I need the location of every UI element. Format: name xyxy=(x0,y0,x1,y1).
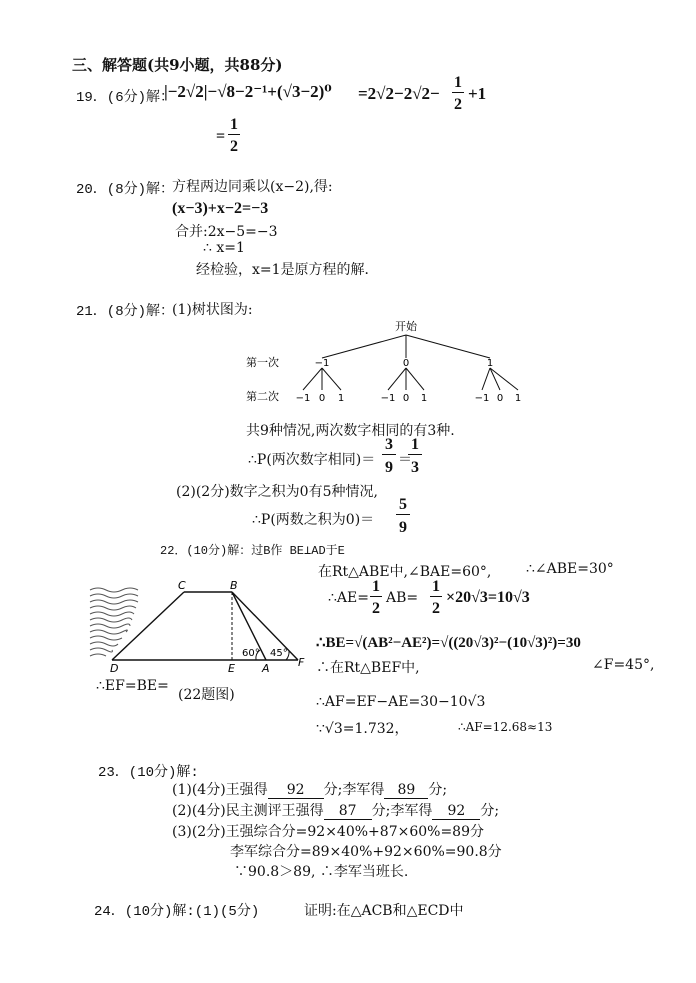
q19-half-numerator: 1 xyxy=(454,74,462,91)
tree-second-node: 0 xyxy=(402,393,410,404)
tree-first-node: 1 xyxy=(486,358,494,369)
tree-row2-label: 第二次 xyxy=(246,390,279,403)
point-a-label: A xyxy=(262,662,270,675)
q23-l5: ∵90.8＞89, ∴李军当班长. xyxy=(234,864,409,880)
q20-line5: 经检验，x=1是原方程的解． xyxy=(196,262,379,278)
q22-ae-end: ×20√3=10√3 xyxy=(446,589,530,606)
tree-second-node: 0 xyxy=(496,393,504,404)
q22-line1: 在Rt△ABE中,∠BAE=60°, xyxy=(318,564,492,580)
q22-bef-text: ∴在Rt△BEF中, xyxy=(316,660,420,676)
q22-ef-text: ∴EF=BE= xyxy=(96,678,169,694)
q22-bef-f: ∠F=45°, xyxy=(592,657,655,673)
q22-ae-frac-den: 2 xyxy=(372,600,380,617)
q19-plus-one: +1 xyxy=(468,84,487,103)
q24-prefix: 24．(10分)解:(1)(5分) xyxy=(94,904,260,920)
q20-line1: 方程两边同乘以(x−2),得: xyxy=(172,179,333,195)
q24-proof: 证明:在△ACB和△ECD中 xyxy=(304,903,464,919)
angle-60-label: 60° xyxy=(242,648,260,659)
q22-sqrt-text: ∵√3=1.732， xyxy=(316,721,409,737)
q20-line4: ∴ x=1 xyxy=(203,240,245,256)
point-e-label: E xyxy=(228,662,235,675)
q22-ae-frac2-num: 1 xyxy=(432,578,440,595)
q22-ae-mid: AB= xyxy=(386,590,419,606)
q23-l2-a: (2)(4分)民主测评王强得 xyxy=(172,803,324,819)
q21-p1-frac2-den: 3 xyxy=(411,459,419,476)
q21-p1-text: ∴P(两次数字相同)＝ xyxy=(248,452,376,468)
tree-second-node: −1 xyxy=(474,393,490,404)
q22-ae-frac-num: 1 xyxy=(372,578,380,595)
q23-l1-c: 分; xyxy=(428,782,448,798)
q21-p1-frac2-num: 1 xyxy=(408,436,422,455)
q23-l4: 李军综合分=89×40%+92×60%=90.8分 xyxy=(230,844,502,860)
q19-equals: =2√2−2√2− xyxy=(358,84,440,103)
tree-row1-label: 第一次 xyxy=(246,356,279,369)
q21-part2: (2)(2分)数字之积为0有5种情况, xyxy=(176,484,378,500)
q19-result-numerator: 1 xyxy=(230,116,238,133)
q22-ae-frac2-den: 2 xyxy=(432,600,440,617)
q23-prefix: 23．(10分)解: xyxy=(98,765,199,781)
q23-l2-v1: 87 xyxy=(324,803,372,820)
q21-prefix: 21．(8分)解： xyxy=(76,304,175,320)
q21-part1: (1)树状图为: xyxy=(172,302,253,318)
point-d-label: D xyxy=(110,662,119,675)
q20-line3: 合并:2x−5=−3 xyxy=(175,224,278,240)
q23-l1-b: 分;李军得 xyxy=(323,782,385,798)
q19-result-denominator: 2 xyxy=(230,138,238,155)
angle-45-label: 45° xyxy=(270,648,288,659)
q20-line2: (x−3)+x−2=−3 xyxy=(172,200,269,217)
q22-figure-caption: (22题图) xyxy=(178,687,235,703)
q21-p2-text: ∴P(两数之积为0)＝ xyxy=(252,512,375,528)
q23-l3: (3)(2分)王强综合分=92×40%+87×60%=89分 xyxy=(172,824,484,840)
q22-prefix: 22．(10分)解：过B作 BE⊥AD于E xyxy=(160,544,345,558)
q20-prefix: 20．(8分)解： xyxy=(76,182,175,198)
point-b-label: B xyxy=(230,580,238,592)
tree-second-node: −1 xyxy=(295,393,311,404)
tree-second-node: 1 xyxy=(337,393,345,404)
tree-root: 开始 xyxy=(395,320,417,333)
q21-p1-frac1-num: 3 xyxy=(382,436,396,455)
q22-af-text: ∴AF=EF−AE=30−10√3 xyxy=(316,694,486,710)
q23-l1-a: (1)(4分)王强得 xyxy=(172,782,268,798)
water-waves xyxy=(90,588,138,656)
q23-l2-b: 分;李军得 xyxy=(371,803,433,819)
q21-p1-eq: ＝ xyxy=(398,452,412,468)
q21-p1-frac1-den: 9 xyxy=(385,459,393,476)
q21-p2-den: 9 xyxy=(399,519,407,536)
tree-diagram xyxy=(230,318,530,414)
tree-second-node: 1 xyxy=(420,393,428,404)
tree-first-node: 0 xyxy=(402,358,410,369)
tree-first-node: −1 xyxy=(314,358,330,369)
q19-expression: |−2√2|−√8−2⁻¹+(√3−2)⁰ xyxy=(164,82,332,101)
q19-half-denominator: 2 xyxy=(454,96,462,113)
q22-af-result: ∴AF=12.68≈13 xyxy=(458,720,553,734)
q19-prefix: 19．(6分)解： xyxy=(76,90,175,106)
q22-be-text: ∴BE=√(AB²−AE²)=√((20√3)²−(10√3)²)=30 xyxy=(316,635,581,651)
section-header: 三、解答题(共9小题，共88分) xyxy=(72,56,283,74)
q19-result-equals: = xyxy=(216,128,226,145)
q22-figure xyxy=(88,580,312,676)
tree-second-node: 0 xyxy=(318,393,326,404)
point-c-label: C xyxy=(178,580,186,592)
q23-l2-v2: 92 xyxy=(432,803,480,820)
q23-l1-v2: 89 xyxy=(384,782,428,799)
q21-case-count: 共9种情况,两次数字相同的有3种. xyxy=(246,423,455,439)
q23-l2-c: 分; xyxy=(480,803,500,819)
q22-ae-text: ∴AE= xyxy=(328,590,369,606)
q22-line1b: ∴∠ABE=30° xyxy=(526,561,614,577)
tree-second-node: −1 xyxy=(380,393,396,404)
q23-l1-v1: 92 xyxy=(268,782,324,799)
tree-second-node: 1 xyxy=(514,393,522,404)
point-f-label: F xyxy=(298,656,305,669)
q21-p2-num: 5 xyxy=(396,496,410,515)
